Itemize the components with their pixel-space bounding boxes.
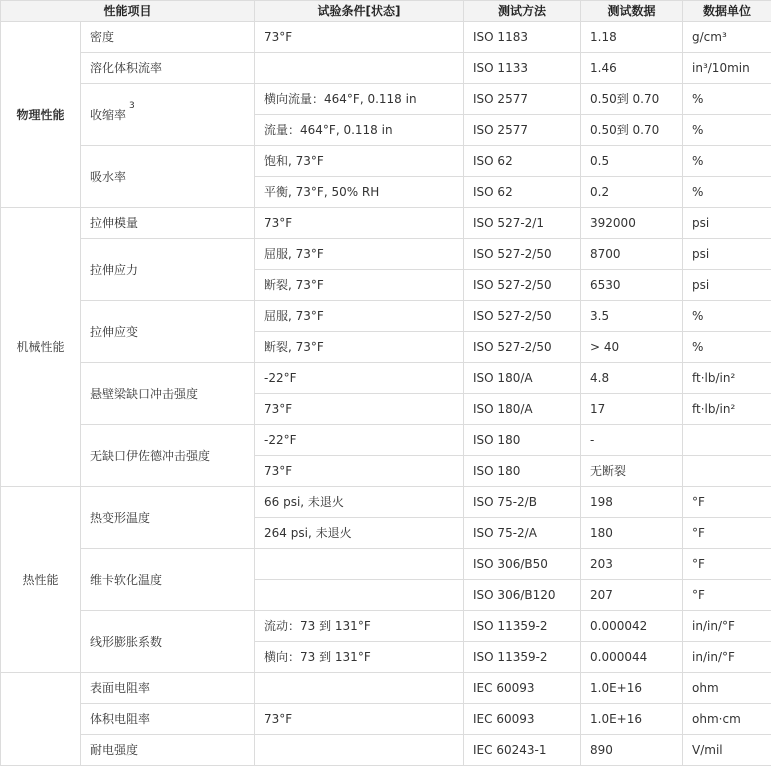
property-label: 无缺口伊佐德冲击强度: [90, 449, 210, 463]
unit-cell: ft·lb/in²: [683, 363, 771, 394]
method-cell: IEC 60243-1: [464, 735, 581, 766]
condition-cell: 73°F: [255, 394, 464, 425]
condition-cell: 73°F: [255, 456, 464, 487]
method-cell: ISO 180/A: [464, 394, 581, 425]
method-cell: ISO 11359-2: [464, 642, 581, 673]
property-cell: [81, 425, 255, 487]
value-cell: 203: [581, 549, 683, 580]
condition-cell: 断裂, 73°F: [255, 332, 464, 363]
condition-cell: [255, 53, 464, 84]
method-cell: ISO 2577: [464, 84, 581, 115]
condition-cell: 横向：73 到 131°F: [255, 642, 464, 673]
method-cell: ISO 306/B50: [464, 549, 581, 580]
table-row: [1, 704, 771, 735]
unit-cell: ohm: [683, 673, 771, 704]
condition-cell: 流动：73 到 131°F: [255, 611, 464, 642]
condition-cell: 73°F: [255, 22, 464, 53]
condition-cell: [255, 549, 464, 580]
condition-cell: [255, 580, 464, 611]
unit-cell: %: [683, 301, 771, 332]
table-row: [1, 208, 771, 239]
condition-cell: 屈服, 73°F: [255, 301, 464, 332]
unit-cell: in³/10min: [683, 53, 771, 84]
value-cell: 1.46: [581, 53, 683, 84]
unit-cell: °F: [683, 518, 771, 549]
property-cell: [81, 239, 255, 301]
value-cell: 无断裂: [581, 456, 683, 487]
unit-cell: %: [683, 84, 771, 115]
method-cell: ISO 11359-2: [464, 611, 581, 642]
table-row: [1, 363, 771, 394]
property-label: 收缩率: [90, 108, 126, 122]
unit-cell: °F: [683, 580, 771, 611]
property-label: 耐电强度: [90, 743, 138, 757]
value-cell: 0.50到 0.70: [581, 84, 683, 115]
value-cell: 8700: [581, 239, 683, 270]
value-cell: 0.000042: [581, 611, 683, 642]
method-cell: ISO 527-2/50: [464, 239, 581, 270]
unit-cell: g/cm³: [683, 22, 771, 53]
method-cell: IEC 60093: [464, 673, 581, 704]
table-row: [1, 549, 771, 580]
table-row: [1, 239, 771, 270]
method-cell: ISO 1183: [464, 22, 581, 53]
table-body: [1, 22, 771, 766]
condition-cell: 流量：464°F, 0.118 in: [255, 115, 464, 146]
value-cell: 0.50到 0.70: [581, 115, 683, 146]
header-property: 性能项目: [1, 1, 255, 22]
unit-cell: ohm·cm: [683, 704, 771, 735]
method-cell: ISO 306/B120: [464, 580, 581, 611]
property-cell: [81, 611, 255, 673]
condition-cell: 断裂, 73°F: [255, 270, 464, 301]
property-cell: [81, 22, 255, 53]
value-cell: 0.2: [581, 177, 683, 208]
method-cell: ISO 1133: [464, 53, 581, 84]
table-row: [1, 22, 771, 53]
value-cell: -: [581, 425, 683, 456]
property-label: 热变形温度: [90, 511, 150, 525]
method-cell: ISO 62: [464, 177, 581, 208]
condition-cell: 73°F: [255, 704, 464, 735]
value-cell: 1.18: [581, 22, 683, 53]
property-label: 维卡软化温度: [90, 573, 162, 587]
unit-cell: [683, 456, 771, 487]
unit-cell: in/in/°F: [683, 642, 771, 673]
property-label: 吸水率: [90, 170, 126, 184]
value-cell: > 40: [581, 332, 683, 363]
value-cell: 6530: [581, 270, 683, 301]
method-cell: ISO 180/A: [464, 363, 581, 394]
category-cell: [1, 673, 81, 766]
property-label: 密度: [90, 30, 114, 44]
property-cell: [81, 208, 255, 239]
value-cell: 207: [581, 580, 683, 611]
condition-cell: 横向流量：464°F, 0.118 in: [255, 84, 464, 115]
footnote-marker: 3: [129, 101, 135, 111]
property-label: 悬壁梁缺口冲击强度: [90, 387, 198, 401]
table-row: [1, 84, 771, 115]
method-cell: ISO 527-2/1: [464, 208, 581, 239]
method-cell: ISO 527-2/50: [464, 332, 581, 363]
value-cell: 1.0E+16: [581, 704, 683, 735]
unit-cell: V/mil: [683, 735, 771, 766]
condition-cell: 平衡, 73°F, 50% RH: [255, 177, 464, 208]
unit-cell: %: [683, 177, 771, 208]
header-value: 测试数据: [581, 1, 683, 22]
table-row: [1, 301, 771, 332]
unit-cell: °F: [683, 549, 771, 580]
table-row: [1, 53, 771, 84]
unit-cell: psi: [683, 270, 771, 301]
property-cell: [81, 84, 255, 146]
value-cell: 392000: [581, 208, 683, 239]
property-cell: [81, 549, 255, 611]
unit-cell: psi: [683, 208, 771, 239]
property-label: 线形膨胀系数: [90, 635, 162, 649]
header-condition: 试验条件[状态]: [255, 1, 464, 22]
condition-cell: 屈服, 73°F: [255, 239, 464, 270]
method-cell: ISO 180: [464, 456, 581, 487]
condition-cell: -22°F: [255, 363, 464, 394]
property-label: 拉伸模量: [90, 216, 138, 230]
method-cell: ISO 527-2/50: [464, 301, 581, 332]
condition-cell: 264 psi, 未退火: [255, 518, 464, 549]
condition-cell: 66 psi, 未退火: [255, 487, 464, 518]
unit-cell: %: [683, 146, 771, 177]
table-row: [1, 425, 771, 456]
property-cell: [81, 146, 255, 208]
value-cell: 890: [581, 735, 683, 766]
unit-cell: %: [683, 332, 771, 363]
method-cell: ISO 527-2/50: [464, 270, 581, 301]
category-cell: 热性能: [1, 487, 81, 673]
condition-cell: 饱和, 73°F: [255, 146, 464, 177]
value-cell: 1.0E+16: [581, 673, 683, 704]
value-cell: 3.5: [581, 301, 683, 332]
property-label: 拉伸应力: [90, 263, 138, 277]
unit-cell: °F: [683, 487, 771, 518]
property-label: 表面电阻率: [90, 681, 150, 695]
method-cell: ISO 75-2/A: [464, 518, 581, 549]
value-cell: 180: [581, 518, 683, 549]
property-label: 体积电阻率: [90, 712, 150, 726]
category-cell: 物理性能: [1, 22, 81, 208]
table-row: [1, 735, 771, 766]
value-cell: 198: [581, 487, 683, 518]
property-cell: [81, 301, 255, 363]
property-cell: [81, 363, 255, 425]
property-cell: [81, 704, 255, 735]
property-label: 拉伸应变: [90, 325, 138, 339]
table-row: [1, 146, 771, 177]
method-cell: ISO 2577: [464, 115, 581, 146]
unit-cell: [683, 425, 771, 456]
method-cell: IEC 60093: [464, 704, 581, 735]
method-cell: ISO 62: [464, 146, 581, 177]
header-method: 测试方法: [464, 1, 581, 22]
property-cell: [81, 487, 255, 549]
unit-cell: in/in/°F: [683, 611, 771, 642]
header-row: [1, 1, 771, 22]
value-cell: 4.8: [581, 363, 683, 394]
property-cell: [81, 735, 255, 766]
property-cell: [81, 53, 255, 84]
header-unit: 数据单位: [683, 1, 771, 22]
category-cell: 机械性能: [1, 208, 81, 487]
property-label: 溶化体积流率: [90, 61, 162, 75]
unit-cell: psi: [683, 239, 771, 270]
unit-cell: ft·lb/in²: [683, 394, 771, 425]
method-cell: ISO 180: [464, 425, 581, 456]
table-row: [1, 611, 771, 642]
condition-cell: -22°F: [255, 425, 464, 456]
value-cell: 0.5: [581, 146, 683, 177]
property-cell: [81, 673, 255, 704]
method-cell: ISO 75-2/B: [464, 487, 581, 518]
condition-cell: 73°F: [255, 208, 464, 239]
table-row: [1, 673, 771, 704]
value-cell: 17: [581, 394, 683, 425]
condition-cell: [255, 673, 464, 704]
table-row: [1, 487, 771, 518]
condition-cell: [255, 735, 464, 766]
value-cell: 0.000044: [581, 642, 683, 673]
unit-cell: %: [683, 115, 771, 146]
